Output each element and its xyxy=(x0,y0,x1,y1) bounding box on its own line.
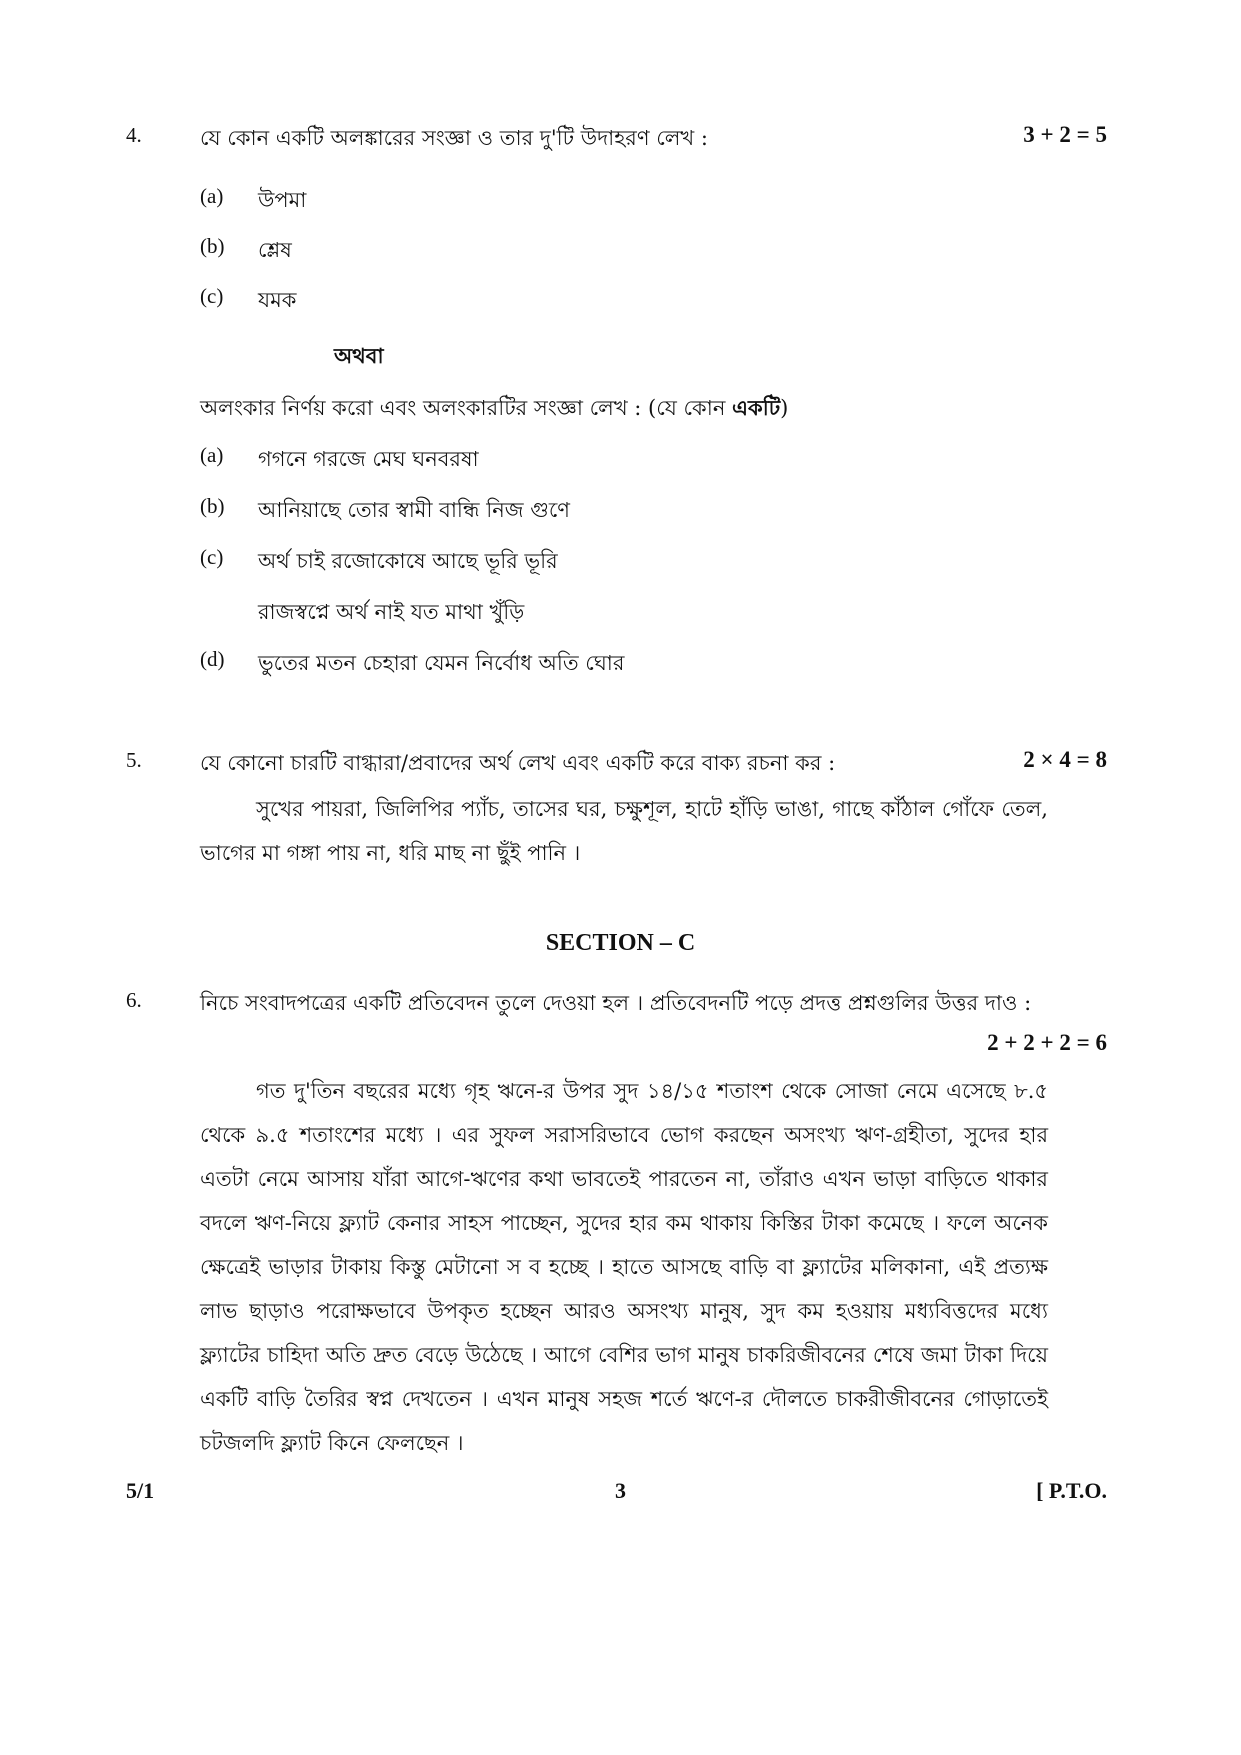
q4-alt-option-a-text: গগনে গরজে মেঘ ঘনবরষা xyxy=(258,447,479,471)
q5-body: সুখের পায়রা, জিলিপির প্যাঁচ, তাসের ঘর, চক্ষুশূল, হাটে হাঁড়ি ভাঙা, গাছে কাঁঠাল গোঁফে তেল, ভাগের মা গঙ্গা পায় না, ধরি মাছ না ছুঁই পানি । xyxy=(200,797,1048,865)
q6-text: নিচে সংবাদপত্রের একটি প্রতিবেদন তুলে দেওয়া হল । প্রতিবেদনটি পড়ে প্রদত্ত প্রশ্নগুলির উত্তর দাও : xyxy=(200,991,1032,1015)
q4-option-a-text: উপমা xyxy=(258,188,307,212)
q4-option-c-label: (c) xyxy=(200,284,224,308)
q4-option-c-text: যমক xyxy=(258,288,297,312)
q4-alt-option-b-label: (b) xyxy=(200,494,225,518)
q4-alt-prompt-start: অলংকার নির্ণয় করো এবং অলংকারটির সংজ্ঞা লেখ : (যে কোন xyxy=(200,396,733,420)
q6-passage: গত দু'তিন বছরের মধ্যে গৃহ ঋনে-র উপর সুদ ১৪/১৫ শতাংশ থেকে সোজা নেমে এসেছে ৮.৫ থেকে ৯.৫ শতাংশের মধ্যে । এর সুফল সরাসরিভাবে ভোগ করছেন অসংখ্য ঋণ-গ্রহীতা, সুদের হার এতটা নেমে আসায় যাঁরা আগে-ঋণের কথা ভাবতেই পারতেন না, তাঁরাও এখন ভাড়া বাড়িতে থাকার বদলে ঋণ-নিয়ে ফ্ল্যাট কেনার সাহস পাচ্ছেন, সুদের হার কম থাকায় কিস্তির টাকা কমেছে । ফলে অনেক ক্ষেত্রেই ভাড়ার টাকায় কিস্তু মেটানো স ব হচ্ছে । হাতে আসছে বাড়ি বা ফ্ল্যাটের মলিকানা, এই প্রত্যক্ষ লাভ ছাড়াও পরোক্ষভাবে উপকৃত হচ্ছেন আরও অসংখ্য মানুষ, সুদ কম হওয়ায় মধ্যবিত্তদের মধ্যে ফ্ল্যাটের চাহিদা অতি দ্রুত বেড়ে উঠেছে । আগে বেশির ভাগ মানুষ চাকরিজীবনের শেষে জমা টাকা দিয়ে একটি বাড়ি তৈরির স্বপ্ন দেখতেন । এখন মানুষ সহজ শর্তে ঋণে-র দৌলতে চাকরীজীবনের গোড়াতেই চটজলদি ফ্ল্যাট কিনে ফেলছেন । xyxy=(200,1079,1048,1455)
section-heading: SECTION – C xyxy=(545,930,696,956)
page-number: 3 xyxy=(615,1478,626,1503)
q4-option-b-label: (b) xyxy=(200,234,225,258)
q5-number: 5. xyxy=(126,748,142,772)
q4-or-heading: অথবা xyxy=(334,343,384,368)
q4-alt-option-c-label: (c) xyxy=(200,545,224,569)
q4-alt-option-c-text: অর্থ চাই রজোকোষে আছে ভূরি ভূরি xyxy=(258,549,558,573)
footer-code: 5/1 xyxy=(126,1478,155,1503)
q4-option-a-label: (a) xyxy=(200,184,224,208)
q4-alt-option-d-text: ভুতের মতন চেহারা যেমন নির্বোধ অতি ঘোর xyxy=(258,651,625,675)
q4-option-b-text: শ্লেষ xyxy=(258,238,292,262)
q4-alt-prompt-end: ) xyxy=(780,396,789,420)
q4-alt-prompt-bold: একটি xyxy=(732,395,781,420)
q4-text: যে কোন একটি অলঙ্কারের সংজ্ঞা ও তার দু'টি উদাহরণ লেখ : xyxy=(200,126,708,150)
q4-alt-prompt xyxy=(200,392,788,427)
q4-marks: 3 + 2 = 5 xyxy=(1023,122,1107,147)
q6-number: 6. xyxy=(126,988,142,1012)
q4-number: 4. xyxy=(126,123,142,147)
q4-alt-option-b-text: আনিয়াছে তোর স্বামী বান্ধি নিজ গুণে xyxy=(258,498,571,522)
q5-marks: 2 × 4 = 8 xyxy=(1023,747,1107,772)
q4-alt-option-d-label: (d) xyxy=(200,647,225,671)
q5-text: যে কোনো চারটি বাগ্ধারা/প্রবাদের অর্থ লেখ এবং একটি করে বাক্য রচনা কর : xyxy=(200,751,836,775)
q6-marks: 2 + 2 + 2 = 6 xyxy=(987,1030,1107,1055)
q4-alt-option-c-line2: রাজস্বপ্নে অর্থ নাই যত মাথা খুঁড়ি xyxy=(258,600,525,624)
footer-pto: [ P.T.O. xyxy=(1036,1478,1107,1503)
q4-alt-option-a-label: (a) xyxy=(200,443,224,467)
